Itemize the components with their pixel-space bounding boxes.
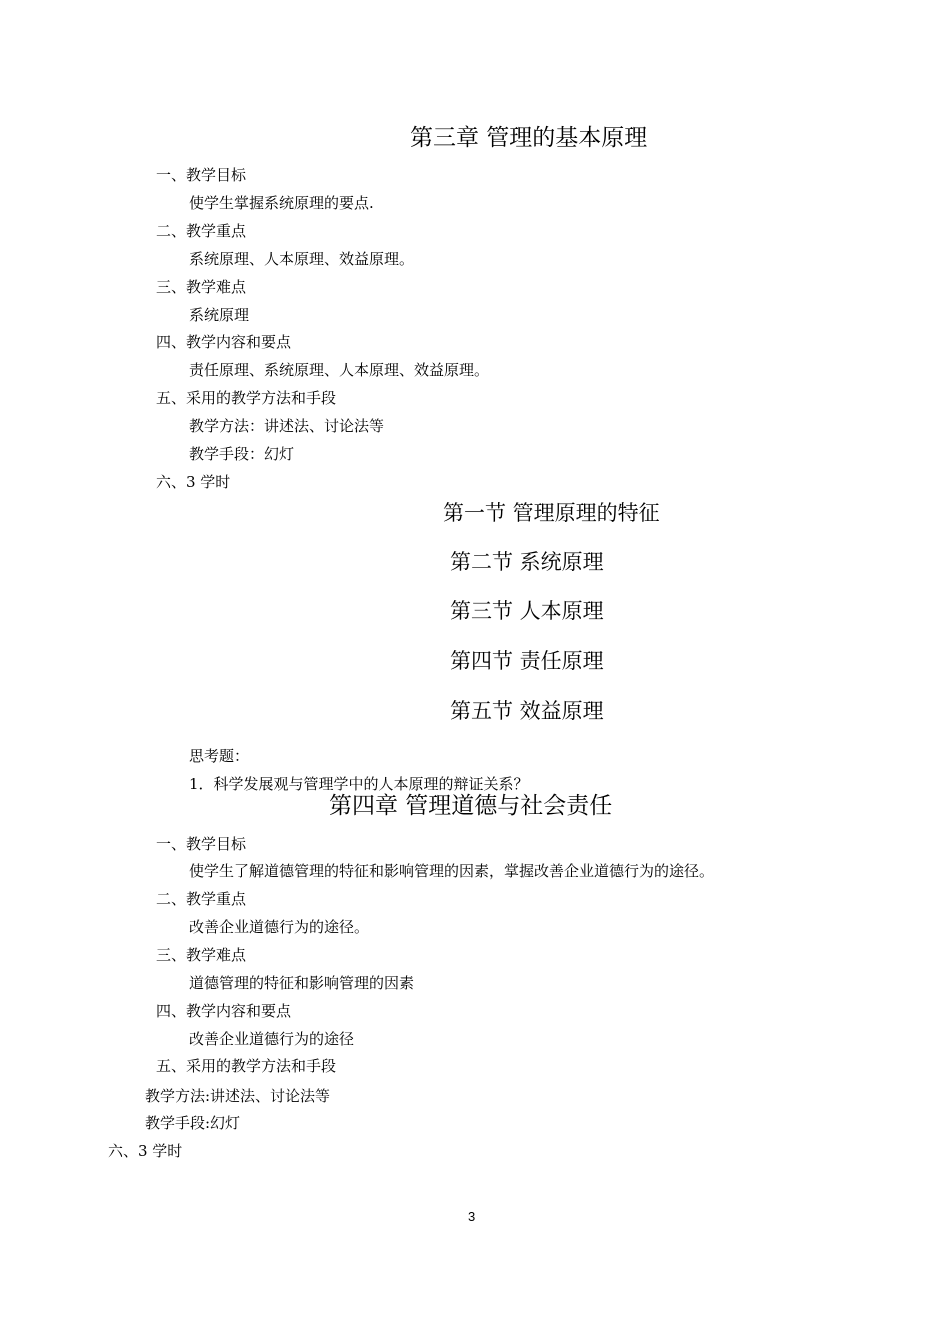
ch4-hours: 六、3 学时 (108, 1142, 183, 1160)
ch3-heading-objectives: 一、教学目标 (156, 166, 247, 184)
ch3-section-3: 第三节 人本原理 (450, 599, 604, 623)
ch3-body-content: 责任原理、系统原理、人本原理、效益原理。 (189, 361, 490, 379)
ch3-questions-label: 思考题： (189, 747, 250, 765)
ch3-heading-hours: 六、3 学时 (156, 473, 231, 491)
ch4-body-key-points: 改善企业道德行为的途径。 (189, 918, 370, 936)
ch4-methods-1: 教学方法:讲述法、讨论法等 (145, 1087, 331, 1105)
ch3-heading-key-points: 二、教学重点 (156, 222, 247, 240)
ch3-heading-content: 四、教学内容和要点 (156, 333, 292, 351)
ch4-body-difficulties: 道德管理的特征和影响管理的因素 (189, 974, 415, 992)
ch3-heading-methods: 五、采用的教学方法和手段 (156, 389, 337, 407)
ch3-heading-difficulties: 三、教学难点 (156, 278, 247, 296)
ch3-section-2: 第二节 系统原理 (450, 550, 604, 574)
ch3-question-1: 1．科学发展观与管理学中的人本原理的辩证关系？ (189, 775, 529, 793)
ch3-body-objectives: 使学生掌握系统原理的要点. (189, 194, 374, 212)
ch3-section-5: 第五节 效益原理 (450, 699, 604, 723)
ch3-body-methods-1: 教学方法：讲述法、讨论法等 (189, 417, 385, 435)
ch4-methods-2: 教学手段:幻灯 (145, 1114, 241, 1132)
ch4-heading-difficulties: 三、教学难点 (156, 946, 247, 964)
ch4-heading-key-points: 二、教学重点 (156, 890, 247, 908)
chapter-3-title: 第三章 管理的基本原理 (410, 125, 648, 151)
ch3-section-1: 第一节 管理原理的特征 (443, 501, 660, 525)
ch3-body-key-points: 系统原理、人本原理、效益原理。 (189, 250, 415, 268)
chapter-4-title: 第四章 管理道德与社会责任 (329, 793, 613, 819)
ch4-heading-methods: 五、采用的教学方法和手段 (156, 1057, 337, 1075)
ch3-body-difficulties: 系统原理 (189, 306, 250, 324)
ch4-heading-objectives: 一、教学目标 (156, 835, 247, 853)
ch4-body-content: 改善企业道德行为的途径 (189, 1030, 355, 1048)
ch3-body-methods-2: 教学手段：幻灯 (189, 445, 295, 463)
ch4-body-objectives: 使学生了解道德管理的特征和影响管理的因素，掌握改善企业道德行为的途径。 (189, 862, 715, 880)
ch4-heading-content: 四、教学内容和要点 (156, 1002, 292, 1020)
ch3-section-4: 第四节 责任原理 (450, 649, 604, 673)
page-number: 3 (468, 1209, 476, 1224)
